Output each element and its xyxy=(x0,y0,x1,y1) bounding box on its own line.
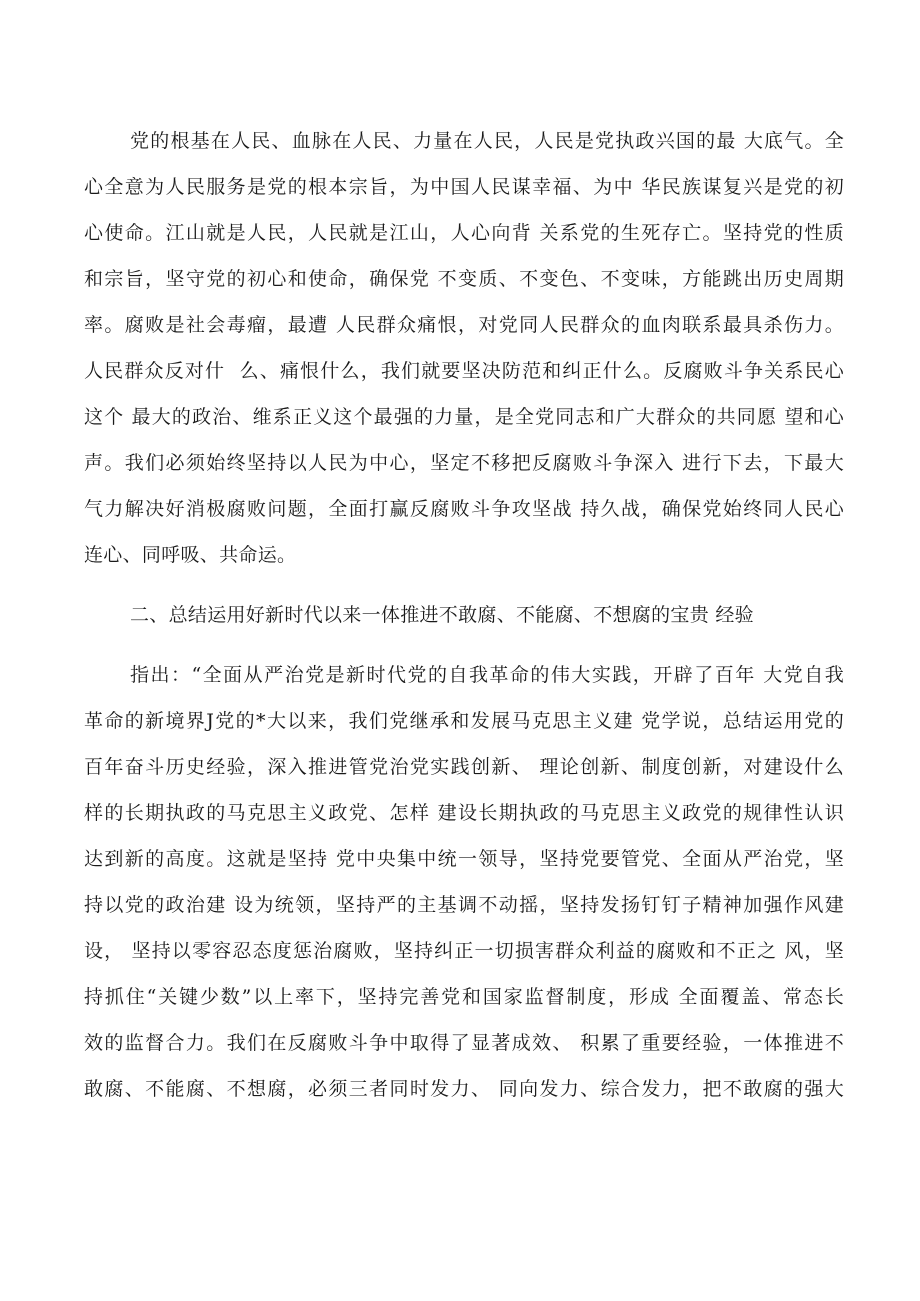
section-heading: 二、总结运用好新时代以来一体推进不敢腐、不能腐、不想腐的宝贵 经验 xyxy=(130,604,754,626)
paragraph-line: 指出：“全面从严治党是新时代党的自我革命的伟大实践，开辟了百年 大党自我 xyxy=(130,664,844,686)
paragraph-line: 样的长期执政的马克思主义政党、怎样 建设长期执政的马克思主义政党的规律性认识 xyxy=(84,802,844,824)
paragraph-line: 气力解决好消极腐败问题，全面打赢反腐败斗争攻坚战 持久战，确保党始终同人民心 xyxy=(84,498,844,520)
paragraph-line: 率。腐败是社会毒瘤，最遭 人民群众痛恨，对党同人民群众的血肉联系最具杀伤力。 xyxy=(84,314,844,336)
paragraph-line: 心使命。江山就是人民，人民就是江山，人心向背 关系党的生死存亡。坚持党的性质 xyxy=(84,222,844,244)
paragraph-line: 和宗旨，坚守党的初心和使命，确保党 不变质、不变色、不变味，方能跳出历史周期 xyxy=(84,268,844,290)
paragraph-line: 人民群众反对什 么、痛恨什么，我们就要坚决防范和纠正什么。反腐败斗争关系民心 xyxy=(84,360,844,382)
paragraph-line: 心全意为人民服务是党的根本宗旨，为中国人民谋幸福、为中 华民族谋复兴是党的初 xyxy=(84,176,844,198)
paragraph-line: 党的根基在人民、血脉在人民、力量在人民，人民是党执政兴国的最 大底气。全 xyxy=(130,130,844,152)
paragraph-line: 设， 坚持以零容忍态度惩治腐败，坚持纠正一切损害群众利益的腐败和不正之 风，坚 xyxy=(84,940,844,962)
paragraph-line: 持抓住“关键少数”以上率下，坚持完善党和国家监督制度，形成 全面覆盖、常态长 xyxy=(84,986,844,1008)
paragraph-line: 敢腐、不能腐、不想腐，必须三者同时发力、 同向发力、综合发力，把不敢腐的强大 xyxy=(84,1078,844,1100)
paragraph-line: 百年奋斗历史经验，深入推进管党治党实践创新、 理论创新、制度创新，对建设什么 xyxy=(84,756,844,778)
paragraph-line: 声。我们必须始终坚持以人民为中心，坚定不移把反腐败斗争深入 进行下去，下最大 xyxy=(84,452,844,474)
paragraph-line: 连心、同呼吸、共命运。 xyxy=(84,544,297,566)
paragraph-line: 这个 最大的政治、维系正义这个最强的力量，是全党同志和广大群众的共同愿 望和心 xyxy=(84,406,844,428)
paragraph-line: 达到新的高度。这就是坚持 党中央集中统一领导，坚持党要管党、全面从严治党，坚 xyxy=(84,848,844,870)
paragraph-line: 革命的新境界J党的*大以来，我们党继承和发展马克思主义建 党学说，总结运用党的 xyxy=(84,710,844,732)
paragraph-line: 持以党的政治建 设为统领，坚持严的主基调不动摇，坚持发扬钉钉子精神加强作风建 xyxy=(84,894,844,916)
paragraph-line: 效的监督合力。我们在反腐败斗争中取得了显著成效、 积累了重要经验，一体推进不 xyxy=(84,1032,844,1054)
